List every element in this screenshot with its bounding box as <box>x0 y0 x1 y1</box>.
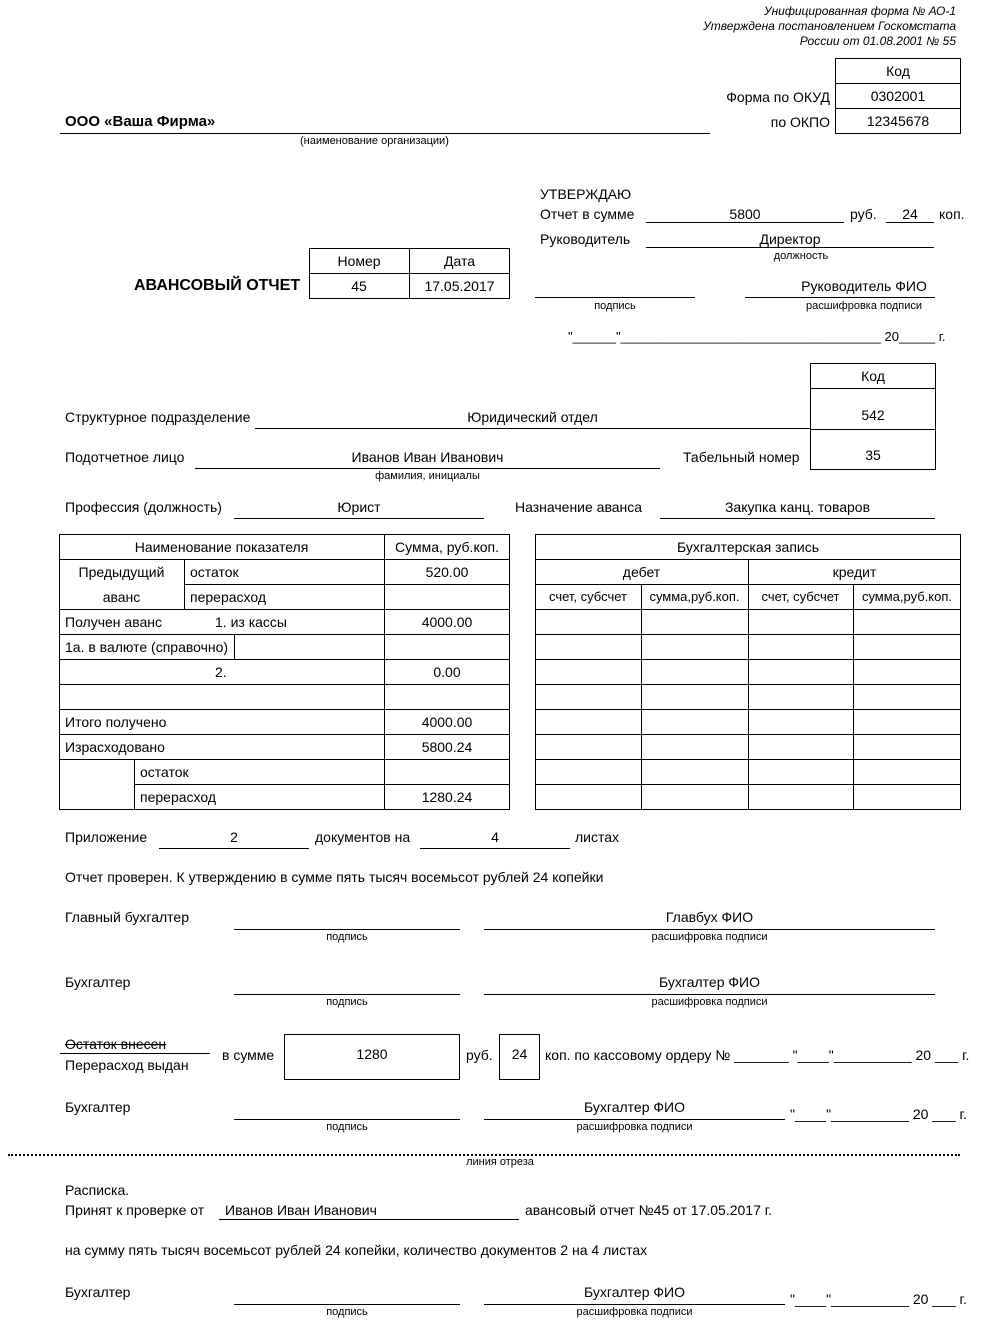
prof-value: Юрист <box>337 499 381 515</box>
checked-text: Отчет проверен. К утверждению в сумме пять тысяч восемьсот рублей 24 копейки <box>65 869 604 885</box>
approve-kop-label: коп. <box>939 206 965 222</box>
info-codes-header: Код <box>861 367 885 384</box>
approve-name: Руководитель ФИО <box>801 278 927 294</box>
chief-sign-caption: подпись <box>326 931 368 943</box>
attach-sheets-label: листах <box>575 829 620 845</box>
attach-docs: 2 <box>230 829 238 845</box>
attach-sheets: 4 <box>491 829 499 845</box>
prev-pererashod-label: перерасход <box>190 588 267 605</box>
purpose-label: Назначение аванса <box>515 499 643 515</box>
approve-name-caption: расшифровка подписи <box>805 300 923 312</box>
report-date-label: Дата <box>443 252 475 269</box>
acct2-name-caption: расшифровка подписи <box>576 1121 693 1133</box>
payout-rub-label: руб. <box>466 1047 493 1063</box>
form-title-line-1: Унифицированная форма № АО-1 <box>764 4 956 18</box>
table-header-sum: Сумма, руб.коп. <box>394 538 499 555</box>
acct2-sign-caption: подпись <box>326 1121 368 1133</box>
acct1-sign-caption: подпись <box>326 996 368 1008</box>
bal-pererashod-sum: 1280.24 <box>421 789 473 805</box>
approve-title: УТВЕРЖДАЮ <box>540 186 632 202</box>
payout-rub: 1280 <box>356 1046 388 1062</box>
report-date: 17.05.2017 <box>424 278 495 294</box>
payout-label: Перерасход выдан <box>65 1057 189 1073</box>
acct2-label: Бухгалтер <box>65 1099 131 1115</box>
debit-acc-header: счет, субсчет <box>549 589 627 604</box>
report-number-label: Номер <box>337 252 381 269</box>
payout-in-sum: в сумме <box>222 1047 275 1063</box>
prev-advance-label-1: Предыдущий <box>78 563 165 580</box>
acct1-name-caption: расшифровка подписи <box>651 996 768 1008</box>
receipt-sign-caption: подпись <box>326 1306 368 1318</box>
payout-struck: Остаток внесен <box>65 1036 167 1052</box>
debit-sum-header: сумма,руб.коп. <box>649 589 740 604</box>
org-caption: (наименование организации) <box>300 135 449 147</box>
dept-value: Юридический отдел <box>467 409 598 425</box>
currency-label: 1а. в валюте (справочно) <box>65 638 229 655</box>
receipt-acct-name: Бухгалтер ФИО <box>584 1284 685 1300</box>
item2-label: 2. <box>215 663 227 680</box>
purpose-value: Закупка канц. товаров <box>724 499 871 515</box>
codes-header: Код <box>886 62 910 79</box>
receipt-accepted-from: Иванов Иван Иванович <box>225 1202 377 1218</box>
prev-ostatok-sum: 520.00 <box>425 563 469 580</box>
received-label: Получен аванс <box>65 613 162 630</box>
report-number: 45 <box>351 278 367 294</box>
chief-name: Главбух ФИО <box>665 909 754 925</box>
dept-code: 542 <box>861 407 885 423</box>
okud-label: Форма по ОКУД <box>726 89 830 105</box>
acct2-name: Бухгалтер ФИО <box>584 1099 685 1115</box>
table-header-name: Наименование показателя <box>134 538 309 555</box>
cut-line-label: линия отреза <box>466 1156 534 1168</box>
chief-label: Главный бухгалтер <box>65 909 189 925</box>
receipt-name-caption: расшифровка подписи <box>576 1306 693 1318</box>
attach-docs-label: документов на <box>315 829 411 845</box>
approve-sum-kop: 24 <box>902 206 918 222</box>
from-cash-label: 1. из кассы <box>215 613 287 630</box>
approve-position: Директор <box>759 231 821 247</box>
form-title-line-3: России от 01.08.2001 № 55 <box>799 34 956 48</box>
total-received-sum: 4000.00 <box>421 713 473 730</box>
approve-sum-rub: 5800 <box>729 206 761 222</box>
prof-label: Профессия (должность) <box>65 499 222 515</box>
receipt-date: "____"__________ 20 ___ г. <box>790 1291 967 1307</box>
approve-rub-label: руб. <box>850 206 877 222</box>
person-label: Подотчетное лицо <box>65 449 185 465</box>
receipt-report-text: авансовый отчет №45 от 17.05.2017 г. <box>525 1202 773 1218</box>
approve-date: "______"____________________________________ 20_____ г. <box>568 329 946 344</box>
receipt-title: Расписка. <box>65 1182 130 1198</box>
approve-head-label: Руководитель <box>540 231 631 247</box>
payout-kop: 24 <box>511 1046 528 1062</box>
payout-order: коп. по кассовому ордеру № _______ "____"__________ 20 ___ г. <box>545 1047 970 1063</box>
bal-ostatok-label: остаток <box>140 763 189 780</box>
acc-header: Бухгалтерская запись <box>676 538 820 555</box>
spent-sum: 5800.24 <box>421 738 473 755</box>
acct1-label: Бухгалтер <box>65 974 131 990</box>
receipt-accepted-label: Принят к проверке от <box>65 1202 205 1218</box>
from-cash-sum: 4000.00 <box>421 613 473 630</box>
receipt-acct-label: Бухгалтер <box>65 1284 131 1300</box>
acct2-date: "____"__________ 20 ___ г. <box>790 1106 967 1122</box>
debit-header: дебет <box>622 563 661 580</box>
spent-label: Израсходовано <box>65 738 165 755</box>
org-name: ООО «Ваша Фирма» <box>65 113 216 130</box>
approve-signature-caption: подпись <box>594 300 636 312</box>
okpo-value: 12345678 <box>866 113 930 129</box>
report-title: АВАНСОВЫЙ ОТЧЕТ <box>134 277 301 294</box>
credit-acc-header: счет, субсчет <box>761 589 840 604</box>
okpo-label: по ОКПО <box>770 114 830 130</box>
chief-name-caption: расшифровка подписи <box>651 931 768 943</box>
item2-sum: 0.00 <box>433 663 461 680</box>
approve-sum-label: Отчет в сумме <box>540 206 635 222</box>
tab-label: Табельный номер <box>683 449 800 465</box>
prev-advance-label-2: аванс <box>102 588 141 605</box>
form-title-line-2: Утверждена постановлением Госкомстата <box>703 19 956 33</box>
dept-label: Структурное подразделение <box>65 409 251 425</box>
approve-position-caption: должность <box>773 250 829 262</box>
prev-ostatok-label: остаток <box>190 563 239 580</box>
total-received-label: Итого получено <box>65 713 167 730</box>
credit-header: кредит <box>832 563 877 580</box>
credit-sum-header: сумма,руб.коп. <box>861 589 953 604</box>
receipt-sum-text: на сумму пять тысяч восемьсот рублей 24 копейки, количество документов 2 на 4 листах <box>65 1242 648 1258</box>
acct1-name: Бухгалтер ФИО <box>659 974 760 990</box>
okud-value: 0302001 <box>870 87 926 104</box>
attach-label: Приложение <box>65 829 148 845</box>
person-value: Иванов Иван Иванович <box>351 449 504 465</box>
bal-pererashod-label: перерасход <box>140 789 217 805</box>
person-caption: фамилия, инициалы <box>375 470 480 482</box>
tab-number: 35 <box>865 447 881 463</box>
